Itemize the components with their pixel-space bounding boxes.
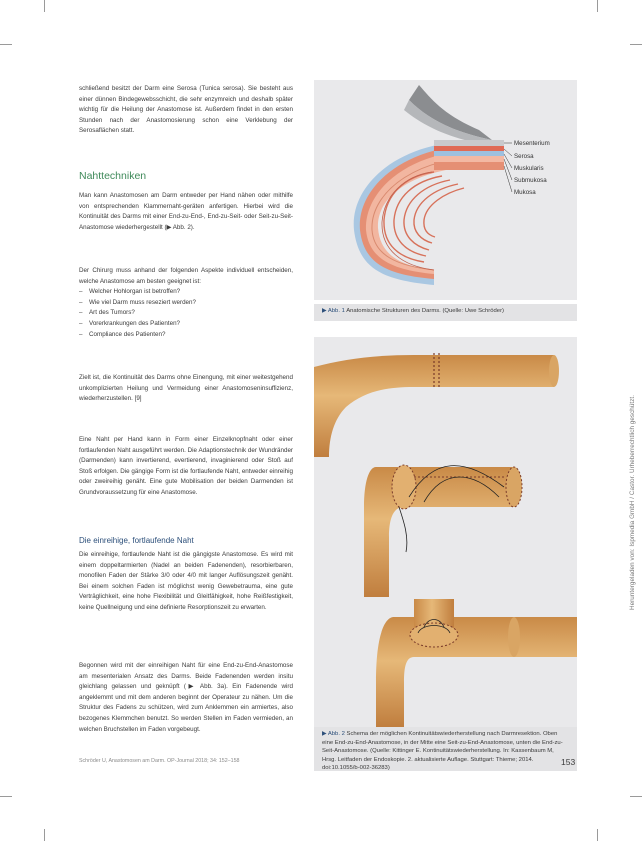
download-notice (617, 300, 636, 610)
caption-text: Schema der möglichen Kontinuitätswiederherstellung nach Darmresektion. Oben eine End-zu-End-Anastomose, in der Mitte eine Seit-zu-End-Anastomose, unten die End-zu-Seit-Anastomose. (Quelle: Kittinger E. Kontinuitätswiederherstellung. In: Kassenbaum M, Hrsg. Leitfaden der Endoskopie. 2. aktualisierte Auflage. Stuttgart: Thieme; 2014. doi:10.1055/b-002-36283) (322, 731, 563, 772)
crop-mark (597, 0, 598, 12)
list-item: – Welcher Hohlorgan ist betroffen? (79, 287, 293, 298)
paragraph-criteria (79, 266, 293, 340)
side-to-end-anastomosis (364, 465, 522, 597)
paragraph-techniques (79, 191, 293, 233)
subsection-heading: Die einreihige, fortlaufende Naht (79, 536, 194, 545)
caption-text: Anatomische Strukturen des Darms. (Quelle: Uwe Schröder) (346, 308, 504, 314)
download-notice-text: Heruntergeladen von: Ispmedia GmbH / Castor. Urheberrechtlich geschützt. (629, 395, 636, 610)
end-to-side-anastomosis (376, 599, 577, 727)
label-submukosa: Submukosa (514, 177, 547, 184)
list-item: – Art des Tumors? (79, 308, 293, 319)
paragraph-intro (79, 84, 293, 137)
figure-ref: ▶ Abb. 2 (322, 731, 345, 737)
figure-2-caption (314, 727, 577, 771)
paragraph-text: Eine Naht per Hand kann in Form einer Einzelknopfnaht oder einer fortlaufenden Naht ausgeführt werden. Die Adaptionstechnik der Wundränder (Darmenden) kann invertierend, evertierend, invaginierend oder Stoß auf Stoß erfolgen. Die gängige Form ist die fortlaufende Naht, entweder einreihig oder zweireihig genäht. Eine gute Mobilisation der beiden Darmenden ist Grundvoraussetzung für eine Anastomose. (79, 436, 293, 496)
paragraph-text: Die einreihige, fortlaufende Naht ist die gängigste Anastomose. Es wird mit einem doppeltarmierten (Nadel an beiden Fadenenden), resorbierbaren, monofilen Faden der Stärke 3/0 oder 4/0 mit langer Auflösungszeit genäht. Bei einem solchen Faden ist möglichst wenig Gewebetrauma, eine gute Verträglichkeit, eine hohe Flexibilität und Gleitfähigkeit, hohe Reißfestigkeit, keine Quellneigung und eine definierte Resorptionszeit zu erwarten. (79, 551, 293, 611)
crop-mark (630, 44, 642, 45)
figure-ref: ▶ Abb. 1 (322, 308, 345, 314)
paragraph-goal (79, 373, 293, 405)
label-mukosa: Mukosa (514, 189, 536, 196)
crop-mark (0, 796, 12, 797)
footer-citation: Schröder U, Anastomosen am Darm. OP-Journal 2018; 34: 152–158 (79, 758, 240, 764)
figure-1-caption (314, 304, 577, 321)
label-muskularis: Muskularis (514, 165, 544, 172)
list-item: – Compliance des Patienten? (79, 330, 293, 341)
list-item: – Wie viel Darm muss reseziert werden? (79, 298, 293, 309)
list-item: – Vorerkrankungen des Patienten? (79, 319, 293, 330)
paragraph-text: schließend besitzt der Darm eine Serosa (Tunica serosa). Sie besteht aus einer dünnen Bindegewebsschicht, die sehr enzymreich und deshalb später wichtig für die Heilung der Anastomose ist. Außerdem findet in den ersten Stunden nach der Anastomosierung schon eine Verklebung der Serosaflächen statt. (79, 85, 293, 135)
criteria-list (79, 287, 293, 340)
crop-mark (44, 829, 45, 841)
layer-bands (434, 140, 504, 170)
paragraph-single-row (79, 550, 293, 614)
label-serosa: Serosa (514, 153, 534, 160)
paragraph-text: Begonnen wird mit der einreihigen Naht für eine End-zu-End-Anastomose am mesenterialen Ansatz des Darms. Beide Fadenenden werden insitu gleichlang gelassen und geknüpft (▶ Abb. 3a). Ein Fadenende wird angeklemmt und mit dem anderen beginnt der Operateur zu nähen. Um die Struktur des Fadens zu schützen, wird zum Anklemmen ein armiertes, also bezogenes Klemmchen benutzt. So werden Stellen im Faden vermieden, an welchen Bruchstellen im Faden vorgebeugt. (79, 662, 293, 733)
figure-1-panel (314, 80, 577, 300)
end-to-end-anastomosis (314, 353, 559, 457)
intestine-anatomy-illustration (314, 80, 577, 300)
label-mesenterium: Mesenterium (514, 140, 550, 147)
crop-mark (597, 829, 598, 841)
paragraph-text: Der Chirurg muss anhand der folgenden Aspekte individuell entscheiden, welche Anastomose am besten geeignet ist: (79, 267, 293, 285)
paragraph-start (79, 661, 293, 735)
crop-mark (630, 796, 642, 797)
figure-2-panel (314, 337, 577, 727)
section-heading: Nahttechniken (79, 170, 147, 182)
crop-mark (0, 44, 12, 45)
paragraph-text: Man kann Anastomosen am Darm entweder per Hand nähen oder mithilfe von entsprechenden Klammernaht-geräten anfertigen. Hierbei wird die Kontinuität des Darms mit einer End-zu-End-, End-zu-Seit- oder Seit-zu-Seit-Anastomose wiederhergestellt (▶ Abb. 2). (79, 192, 293, 231)
anastomosis-schema-illustration (314, 337, 577, 727)
page-number: 153 (561, 757, 576, 767)
paragraph-hand-suture (79, 435, 293, 499)
crop-mark (44, 0, 45, 12)
paragraph-text: Zielt ist, die Kontinuität des Darms ohne Einengung, mit einer weitestgehend unkomplizierten Heilung und Vermeidung einer Anastomoseninsuffizienz, wiederherzustellen. [9] (79, 374, 293, 403)
